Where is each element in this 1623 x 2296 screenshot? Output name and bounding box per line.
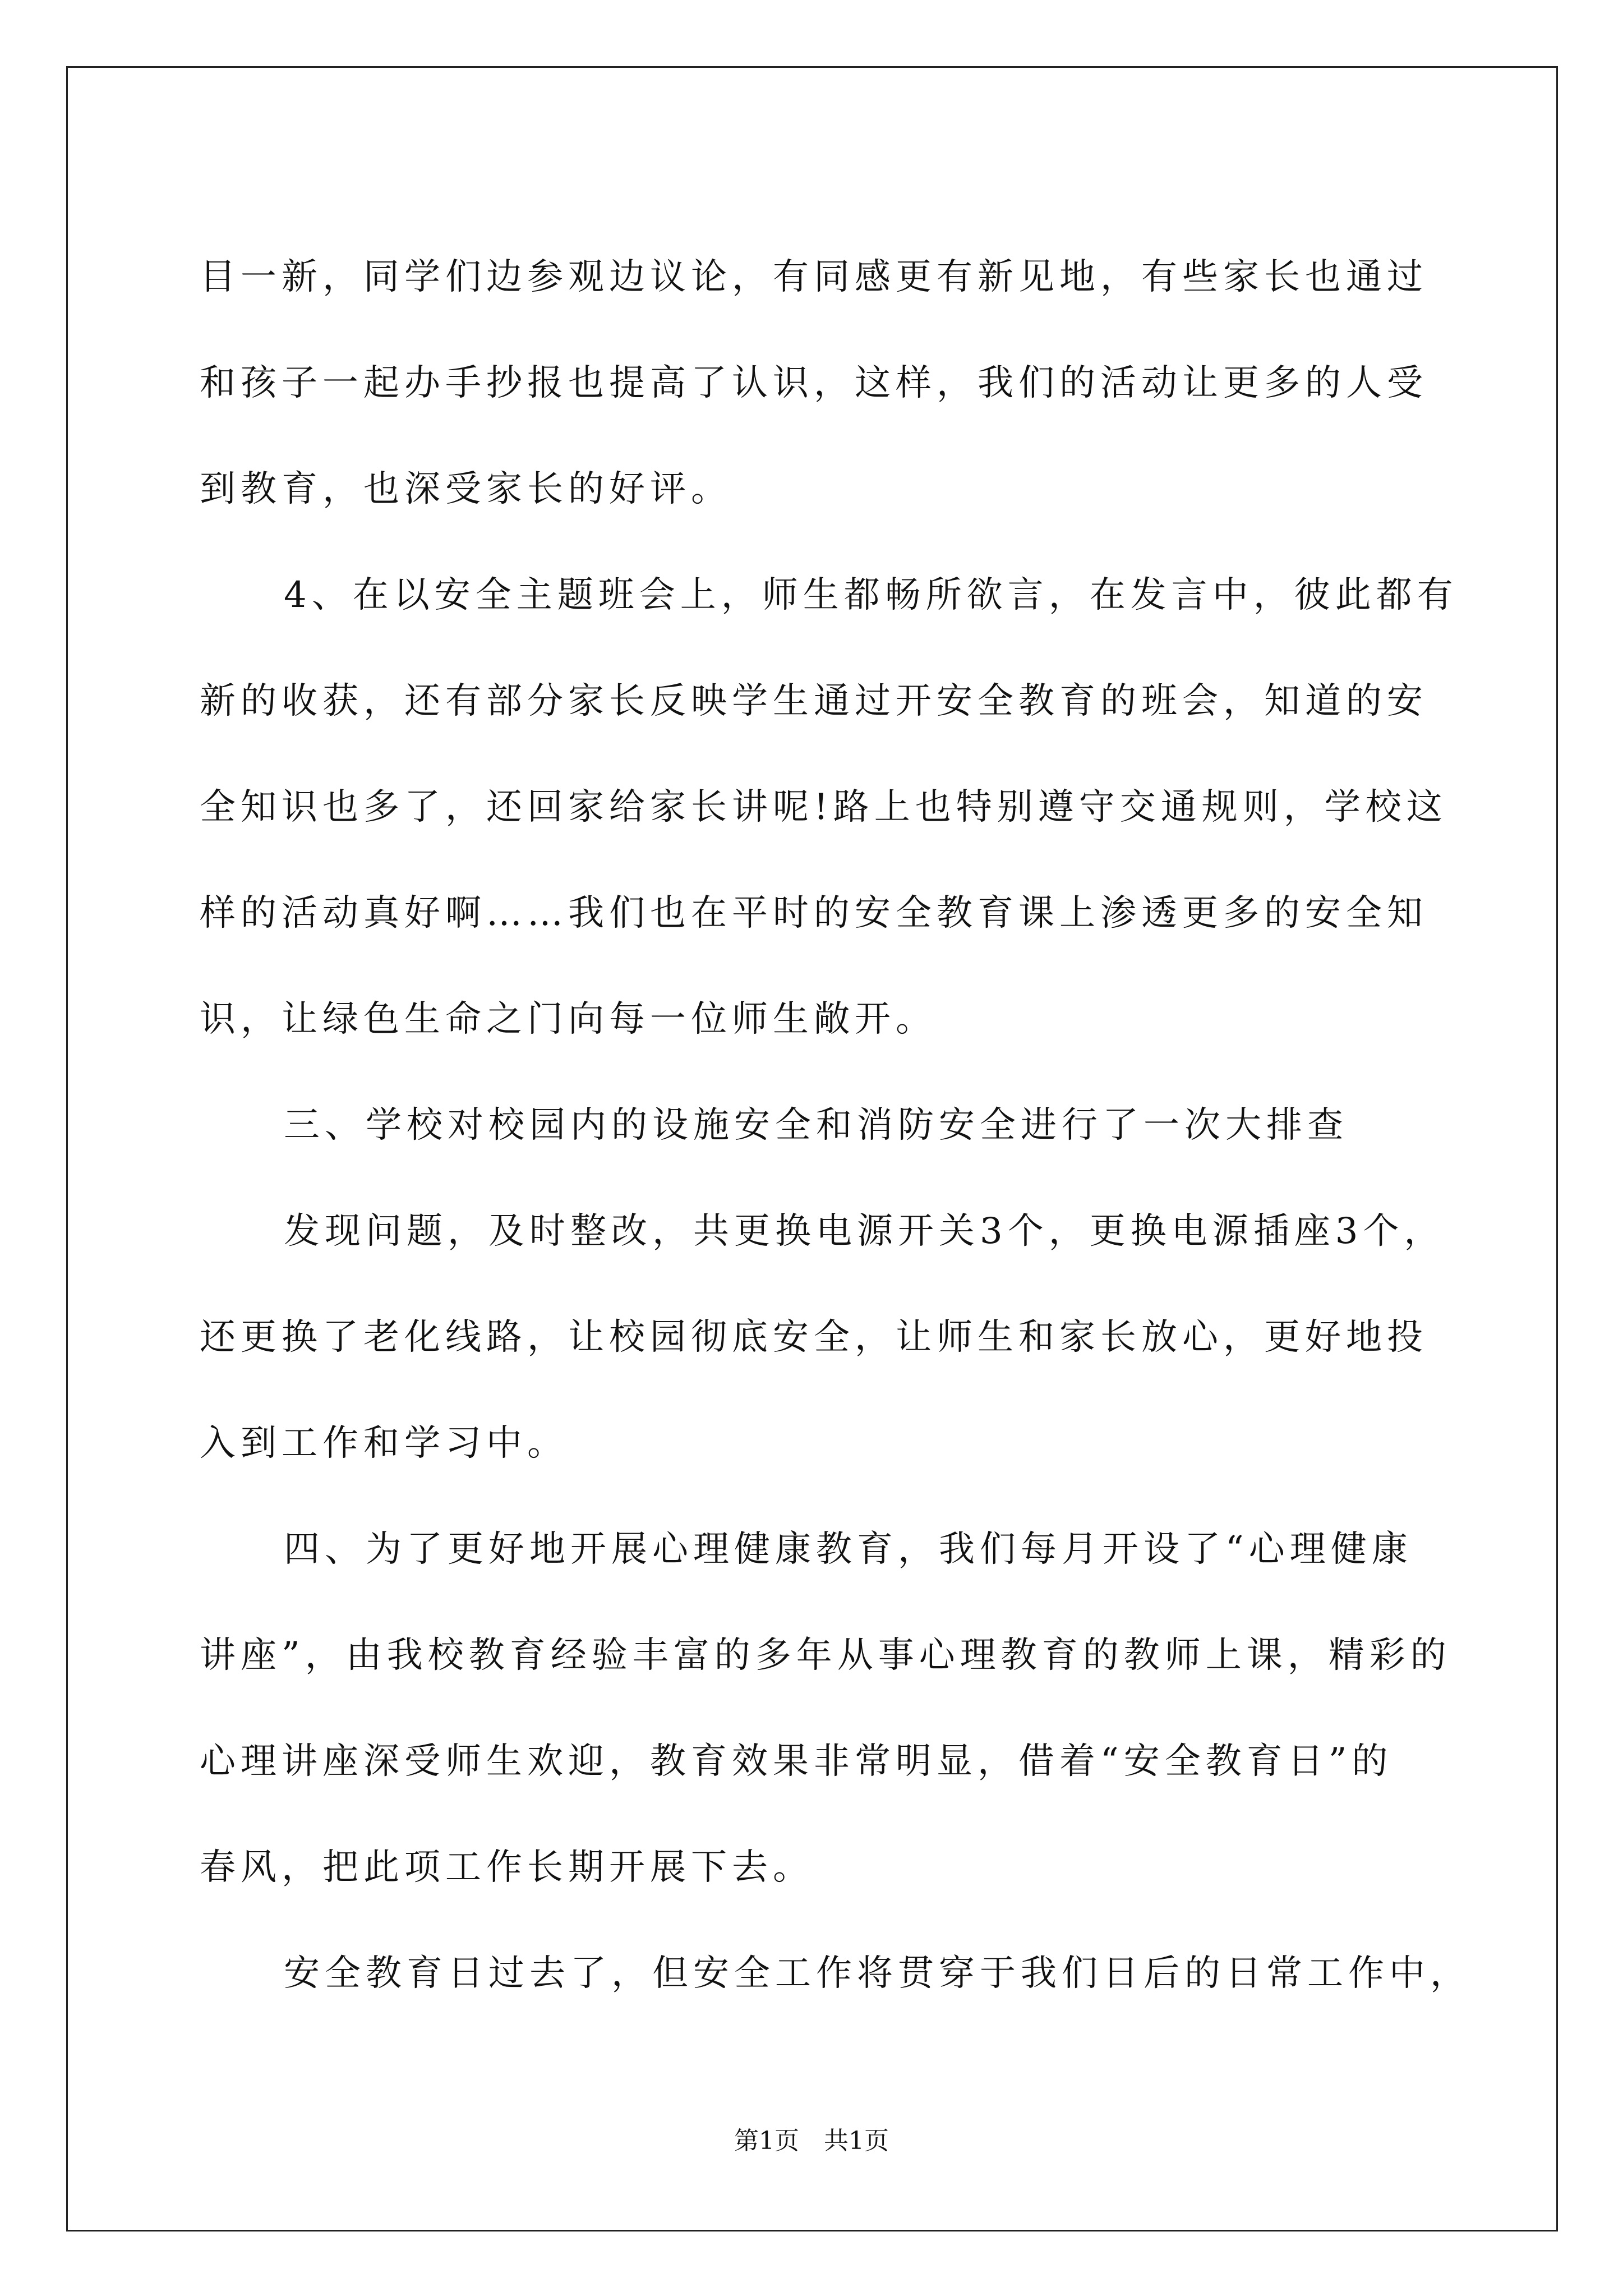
text-line: 样的活动真好啊……我们也在平时的安全教育课上渗透更多的安全知 [200,892,1428,934]
text-line: 入到工作和学习中。 [200,1423,568,1464]
text-line: 目一新，同学们边参观边议论，有同感更有新见地，有些家长也通过 [200,256,1428,298]
text-line: 到教育，也深受家长的好评。 [200,468,732,510]
text-line: 和孩子一起办手抄报也提高了认识，这样，我们的活动让更多的人受 [200,362,1428,404]
text-line: 识，让绿色生命之门向每一位师生敞开。 [200,999,937,1040]
text-line: 还更换了老化线路，让校园彻底安全，让师生和家长放心，更好地投 [200,1317,1428,1358]
section-heading: 三、学校对校园内的设施安全和消防安全进行了一次大排查 [284,1105,1348,1146]
page-number-footer: 第1页 共1页 [734,2127,889,2155]
text-line: 心理讲座深受师生欢迎，教育效果非常明显，借着“安全教育日”的 [200,1741,1393,1782]
text-line: 全知识也多了，还回家给家长讲呢!路上也特别遵守交通规则，学校这 [200,786,1447,828]
text-line: 四、为了更好地开展心理健康教育，我们每月开设了“心理健康 [284,1529,1413,1570]
paragraph-block [200,224,1471,2027]
document-body [200,224,1471,2027]
text-line: 春风，把此项工作长期开展下去。 [200,1847,814,1888]
text-line: 讲座”，由我校教育经验丰富的多年从事心理教育的教师上课，精彩的 [200,1635,1451,1676]
text-line: 发现问题，及时整改，共更换电源开关3个，更换电源插座3个， [284,1211,1445,1252]
text-line: 新的收获，还有部分家长反映学生通过开安全教育的班会，知道的安 [200,680,1428,722]
text-line: 安全教育日过去了，但安全工作将贯穿于我们日后的日常工作中， [284,1953,1471,1994]
text-line: 4、在以安全主题班会上，师生都畅所欲言，在发言中，彼此都有 [284,574,1458,616]
